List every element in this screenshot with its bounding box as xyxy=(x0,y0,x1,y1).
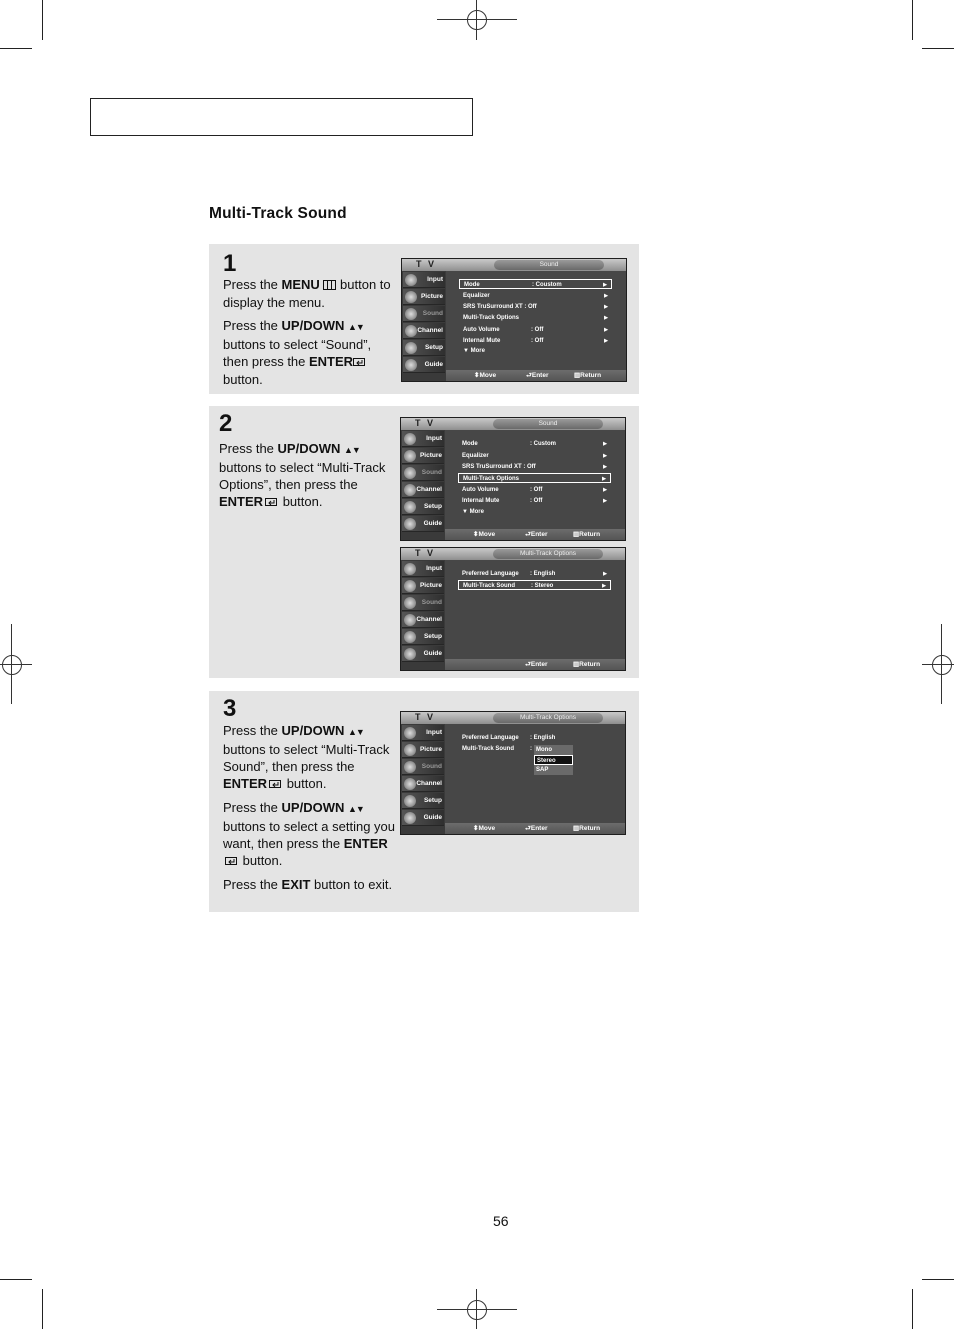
sidebar-item-sound[interactable]: Sound xyxy=(402,465,444,481)
crop-mark xyxy=(912,1289,913,1329)
enter-icon xyxy=(267,776,283,793)
sound-options-dropdown xyxy=(534,745,573,775)
return-hint: ▥ Return xyxy=(573,531,601,538)
crop-mark xyxy=(42,0,43,40)
sidebar-item-sound[interactable]: Sound xyxy=(403,306,445,322)
sidebar-item-input[interactable]: Input xyxy=(403,272,445,288)
guide-icon xyxy=(404,648,416,660)
sidebar-item-sound[interactable]: Sound xyxy=(402,759,444,775)
option-sap[interactable]: SAP xyxy=(536,767,549,773)
menu-row-preferred-language[interactable]: Preferred Language : English ▶ xyxy=(462,571,607,577)
picture-icon xyxy=(404,450,416,462)
sidebar-item-setup[interactable]: Setup xyxy=(402,629,444,645)
guide-icon xyxy=(404,812,416,824)
sidebar-item-guide[interactable]: Guide xyxy=(402,516,444,532)
step-3-panel xyxy=(209,691,639,912)
instruction-paragraph: Press the MENU button to display the menu. xyxy=(223,277,391,311)
picture-icon xyxy=(404,744,416,756)
guide-icon xyxy=(404,518,416,530)
sidebar-item-channel[interactable]: Channel xyxy=(403,323,445,339)
sidebar-item-input[interactable]: Input xyxy=(402,431,444,447)
sidebar-item-picture[interactable]: Picture xyxy=(402,448,444,464)
tv-screen-mts-popup xyxy=(400,711,626,835)
menu-footer xyxy=(445,659,625,670)
sidebar-item-setup[interactable]: Setup xyxy=(403,340,445,356)
guide-icon xyxy=(405,359,417,371)
menu-row-internal-mute[interactable]: Internal Mute : Off ▶ xyxy=(462,498,607,504)
step-3-instructions xyxy=(223,722,399,899)
tv-label: T V xyxy=(415,548,436,558)
menu-row-mode[interactable]: Mode : Coustom ▶ xyxy=(459,279,612,289)
instruction-paragraph: Press the UP/DOWN ▲▼ buttons to select “Multi-Track Sound”, then press the ENTER button. xyxy=(223,722,399,793)
sidebar-item-setup[interactable]: Setup xyxy=(402,499,444,515)
setup-icon xyxy=(404,501,416,513)
enter-icon xyxy=(223,853,239,870)
sound-icon xyxy=(405,308,417,320)
menu-title: Multi-Track Options xyxy=(493,713,603,723)
menu-row-multi-track-options[interactable]: Multi-Track Options ▶ xyxy=(463,315,608,321)
crop-mark xyxy=(912,0,913,40)
menu-row-multi-track-sound[interactable]: Multi-Track Sound : Stereo ▶ xyxy=(458,580,611,590)
enter-hint: ⮐ Enter xyxy=(525,531,548,538)
menu-row-multi-track-sound[interactable]: Multi-Track Sound : xyxy=(462,746,532,752)
sidebar-item-guide[interactable]: Guide xyxy=(402,810,444,826)
instruction-paragraph: Press the UP/DOWN ▲▼ buttons to select “Sound”, then press the ENTER button. xyxy=(223,318,372,388)
enter-hint: ⮐ Enter xyxy=(525,825,548,832)
menu-row-auto-volume[interactable]: Auto Volume : Off ▶ xyxy=(462,487,607,493)
return-hint: ▥ Return xyxy=(573,661,601,668)
return-hint: ▥ Return xyxy=(574,372,602,379)
enter-icon xyxy=(353,354,367,371)
up-down-arrows-icon: ▲▼ xyxy=(348,322,364,333)
sound-icon xyxy=(404,597,416,609)
menu-row-internal-mute[interactable]: Internal Mute : Off ▶ xyxy=(463,338,608,344)
menu-footer xyxy=(446,370,626,381)
section-title: Multi-Track Sound xyxy=(209,205,347,222)
menu-row-preferred-language[interactable]: Preferred Language : English xyxy=(462,735,556,741)
sidebar-item-input[interactable]: Input xyxy=(402,725,444,741)
step-number: 2 xyxy=(219,410,233,437)
move-hint: ⬍ Move xyxy=(473,825,496,832)
up-down-arrows-icon: ▲▼ xyxy=(348,804,364,815)
menu-row-srs[interactable]: SRS TruSurround XT : Off ▶ xyxy=(463,304,608,310)
sidebar-item-input[interactable]: Input xyxy=(402,561,444,577)
tv-screen-mto-menu xyxy=(400,547,626,671)
crop-mark xyxy=(0,48,32,49)
instruction-paragraph: Press the UP/DOWN ▲▼ buttons to select “Multi-Track Options”, then press the ENTER button. xyxy=(219,440,397,511)
move-hint: ⬍ Move xyxy=(474,372,497,379)
enter-hint: ⮐ Enter xyxy=(526,372,549,379)
sidebar-item-setup[interactable]: Setup xyxy=(402,793,444,809)
menu-footer xyxy=(445,529,625,540)
channel-icon xyxy=(405,325,417,337)
channel-icon xyxy=(404,614,416,626)
sidebar-item-picture[interactable]: Picture xyxy=(403,289,445,305)
step-1-instructions xyxy=(223,276,391,394)
step-2-instructions xyxy=(219,440,397,517)
channel-icon xyxy=(404,484,416,496)
chapter-header-box xyxy=(90,98,473,136)
move-hint: ⬍ Move xyxy=(473,531,496,538)
menu-row-auto-volume[interactable]: Auto Volume : Off ▶ xyxy=(463,327,608,333)
tv-label: T V xyxy=(415,712,436,722)
crop-mark xyxy=(0,1279,32,1280)
crop-mark xyxy=(922,48,954,49)
page-number: 56 xyxy=(493,1213,509,1229)
up-down-arrows-icon: ▲▼ xyxy=(348,727,364,737)
sound-icon xyxy=(404,467,416,479)
channel-icon xyxy=(404,778,416,790)
more-indicator: ▼ More xyxy=(462,509,484,515)
input-icon xyxy=(404,433,416,445)
menu-row-srs[interactable]: SRS TruSurround XT : Off ▶ xyxy=(462,464,607,470)
up-down-arrows-icon: ▲▼ xyxy=(344,445,360,455)
menu-footer xyxy=(445,823,625,834)
menu-row-multi-track-options[interactable]: Multi-Track Options ▶ xyxy=(458,473,611,483)
menu-row-equalizer[interactable]: Equalizer ▶ xyxy=(462,453,607,459)
return-hint: ▥ Return xyxy=(573,825,601,832)
tv-screen-sound-menu-mto xyxy=(400,417,626,541)
enter-icon xyxy=(263,494,279,511)
sidebar-item-sound[interactable]: Sound xyxy=(402,595,444,611)
step-1-panel xyxy=(209,244,639,394)
menu-title: Sound xyxy=(494,260,604,270)
menu-row-mode[interactable]: Mode : Custom ▶ xyxy=(462,441,607,447)
menu-title: Sound xyxy=(493,419,603,429)
sidebar-item-picture[interactable]: Picture xyxy=(402,578,444,594)
menu-row-equalizer[interactable]: Equalizer ▶ xyxy=(463,293,608,299)
enter-hint: ⮐ Enter xyxy=(525,661,548,668)
crop-mark xyxy=(42,1289,43,1329)
sound-icon xyxy=(404,761,416,773)
more-indicator: ▼ More xyxy=(463,348,485,354)
setup-icon xyxy=(404,795,416,807)
crop-mark xyxy=(922,1279,954,1280)
setup-icon xyxy=(405,342,417,354)
sidebar-item-guide[interactable]: Guide xyxy=(402,646,444,662)
picture-icon xyxy=(404,580,416,592)
tv-label: T V xyxy=(416,259,437,269)
picture-icon xyxy=(405,291,417,303)
input-icon xyxy=(404,563,416,575)
step-number: 3 xyxy=(223,695,237,722)
instruction-paragraph: Press the EXIT button to exit. xyxy=(223,877,393,893)
tv-screen-sound-menu xyxy=(401,258,627,382)
instruction-paragraph: Press the UP/DOWN ▲▼ buttons to select a setting you want, then press the ENTER button. xyxy=(223,799,399,870)
step-2-panel xyxy=(209,406,639,678)
option-stereo[interactable]: Stereo xyxy=(534,755,573,765)
sidebar-item-picture[interactable]: Picture xyxy=(402,742,444,758)
sidebar-item-channel[interactable]: Channel xyxy=(402,482,444,498)
sidebar-item-channel[interactable]: Channel xyxy=(402,776,444,792)
sidebar-item-guide[interactable]: Guide xyxy=(403,357,445,373)
input-icon xyxy=(405,274,417,286)
menu-icon xyxy=(323,277,336,294)
setup-icon xyxy=(404,631,416,643)
sidebar-item-channel[interactable]: Channel xyxy=(402,612,444,628)
tv-label: T V xyxy=(415,418,436,428)
input-icon xyxy=(404,727,416,739)
option-mono[interactable]: Mono xyxy=(536,747,552,753)
step-number: 1 xyxy=(223,250,237,277)
menu-title: Multi-Track Options xyxy=(493,549,603,559)
